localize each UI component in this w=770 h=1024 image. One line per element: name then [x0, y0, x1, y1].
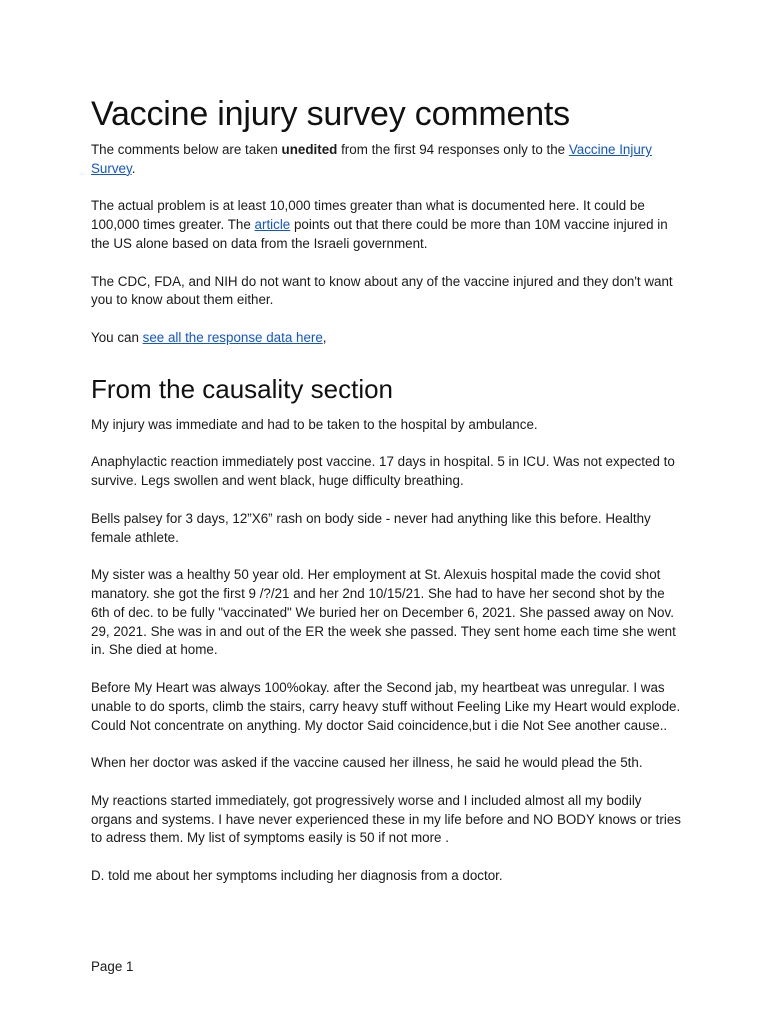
comment-paragraph: Anaphylactic reaction immediately post vaccine. 17 days in hospital. 5 in ICU. Was not expected to survive. Legs swollen and went black, huge difficulty breathing.: [91, 454, 675, 489]
document-title: Vaccine injury survey comments: [91, 95, 570, 133]
problem-text-1: The actual problem is at least 10,000 times greater than what is documented here. It could be 100,000 times greater. The: [91, 198, 645, 233]
intro-text-1: The comments below are taken: [91, 142, 282, 157]
intro-text-2: from the first 94 responses only to the: [337, 142, 569, 157]
intro-bold-unedited: unedited: [281, 142, 338, 157]
comment-paragraph: My sister was a healthy 50 year old. Her employment at St. Alexuis hospital made the covid shot manatory. she got the first 9 /?/21 and her 2nd 10/15/21. She had to have her second shot by the 6th of dec. to be fully "vaccinated" We buried her on December 6, 2021. She passed away on Nov. 29, 2021. She was in and out of the ER the week she passed. They sent home each time she went in. She died at home.: [91, 567, 676, 658]
document-content: [91, 92, 681, 904]
cdc-paragraph: The CDC, FDA, and NIH do not want to know about any of the vaccine injured and they don't want you to know about them either.: [91, 273, 673, 308]
problem-text-2: points out that there could be more than 10M vaccine injured in the US alone based on data from the Israeli government.: [91, 217, 668, 251]
comment-paragraph: My reactions started immediately, got progressively worse and I included almost all my bodily organs and systems. I have never experienced these in my life before and NO BODY knows or tries to adress them. My list of symptoms easily is 50 if not more .: [91, 792, 681, 846]
page-number-footer: Page 1: [91, 959, 134, 974]
article-link[interactable]: article: [254, 217, 291, 233]
vaccine-injury-survey-link[interactable]: Vaccine Injury Survey: [91, 142, 652, 176]
intro-paragraph: [91, 141, 681, 179]
intro-text-3: .: [131, 160, 136, 176]
response-data-link[interactable]: see all the response data here: [142, 329, 323, 345]
comment-paragraph: My injury was immediate and had to be taken to the hospital by ambulance.: [91, 416, 538, 432]
problem-paragraph: [91, 197, 681, 253]
response-data-paragraph: [91, 329, 681, 348]
response-text-2: ,: [322, 329, 327, 345]
comment-paragraph: Bells palsey for 3 days, 12”X6” rash on body side - never had anything like this before. Healthy female athlete.: [91, 510, 651, 545]
comment-paragraph: When her doctor was asked if the vaccine caused her illness, he said he would plead the 5th.: [91, 755, 643, 771]
comment-paragraph: D. told me about her symptoms including her diagnosis from a doctor.: [91, 867, 503, 883]
section-heading-causality: From the causality section: [91, 373, 394, 404]
comment-paragraph: Before My Heart was always 100%okay. after the Second jab, my heartbeat was unregular. I was unable to do sports, climb the stairs, carry heavy stuff without Feeling Like my Heart would explode. Could Not concentrate on anything. My doctor Said coincidence,but i die Not See another cause..: [91, 679, 681, 733]
response-text-1: You can: [91, 329, 143, 345]
